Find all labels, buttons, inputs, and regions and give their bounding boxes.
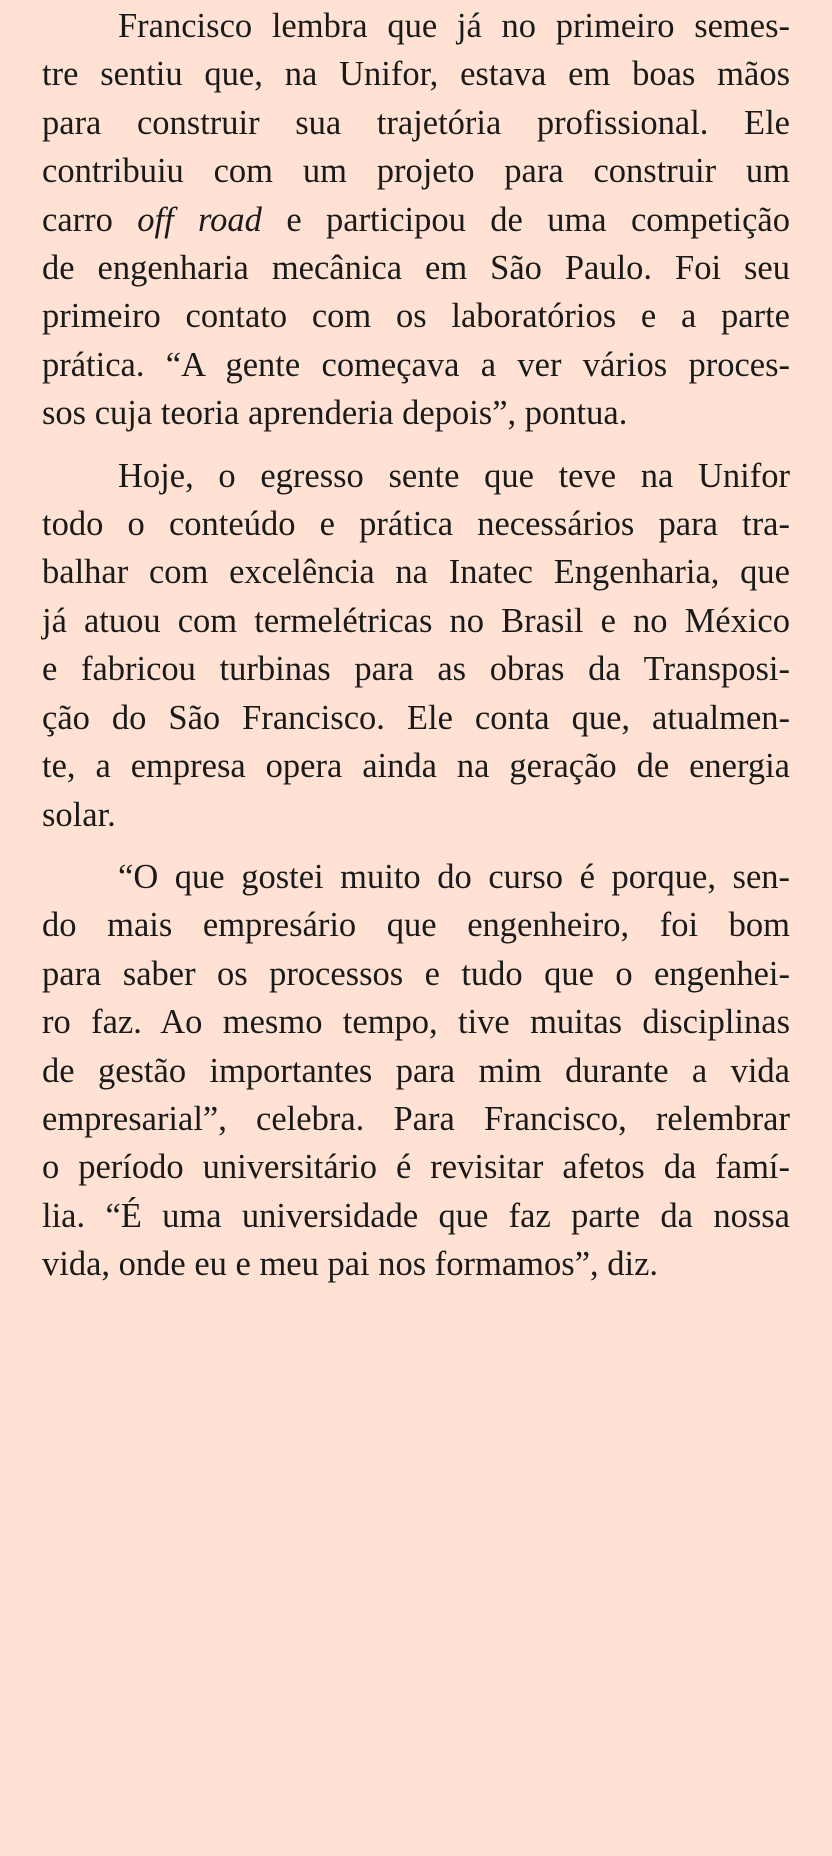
text-line: de gestão importantes para mim durante a vida [42, 1051, 790, 1090]
text-line: Hoje, o egresso sente que teve na Unifor [118, 456, 790, 495]
text-segment-italic: off road [137, 200, 262, 239]
text-segment: carro [42, 200, 138, 239]
text-line: Francisco lembra que já no primeiro semes- [118, 7, 790, 45]
text-line: contribuiu com um projeto para construir um [42, 152, 790, 191]
text-line: solar. [42, 795, 116, 834]
text-line: prática. “A gente começava a ver vários proces- [42, 345, 790, 384]
text-line: já atuou com termelétricas no Brasil e no México [42, 601, 790, 640]
text-line: primeiro contato com os laboratórios e a parte [42, 297, 790, 336]
text-line: balhar com excelência na Inatec Engenharia, que [42, 553, 790, 592]
paragraph-3 [42, 853, 790, 1289]
text-line: sos cuja teoria aprenderia depois”, pontua. [42, 394, 628, 433]
text-line: ro faz. Ao mesmo tempo, tive muitas disciplinas [42, 1003, 790, 1042]
text-line: tre sentiu que, na Unifor, estava em boas mãos [42, 55, 790, 94]
text-line: “O que gostei muito do curso é porque, sen- [118, 857, 790, 896]
text-line: ção do São Francisco. Ele conta que, atualmen- [42, 698, 790, 737]
text-line: empresarial”, celebra. Para Francisco, relembrar [42, 1099, 790, 1138]
text-line: para saber os processos e tudo que o engenhei- [42, 954, 790, 993]
text-line: o período universitário é revisitar afetos da famí- [42, 1148, 790, 1187]
text-line: e fabricou turbinas para as obras da Transposi- [42, 650, 790, 689]
text-line: lia. “É uma universidade que faz parte da nossa [42, 1196, 790, 1235]
text-line: do mais empresário que engenheiro, foi bom [42, 906, 790, 945]
text-line: para construir sua trajetória profissional. Ele [42, 103, 790, 142]
text-line: todo o conteúdo e prática necessários para tra- [42, 505, 790, 544]
text-line: vida, onde eu e meu pai nos formamos”, diz. [42, 1245, 659, 1284]
paragraph-1 [42, 2, 790, 438]
text-line: te, a empresa opera ainda na geração de energia [42, 747, 790, 786]
paragraph-2 [42, 452, 790, 839]
text-line: de engenharia mecânica em São Paulo. Foi seu [42, 249, 790, 288]
text-segment: e participou de uma competição [261, 200, 790, 239]
text-line [42, 196, 790, 244]
